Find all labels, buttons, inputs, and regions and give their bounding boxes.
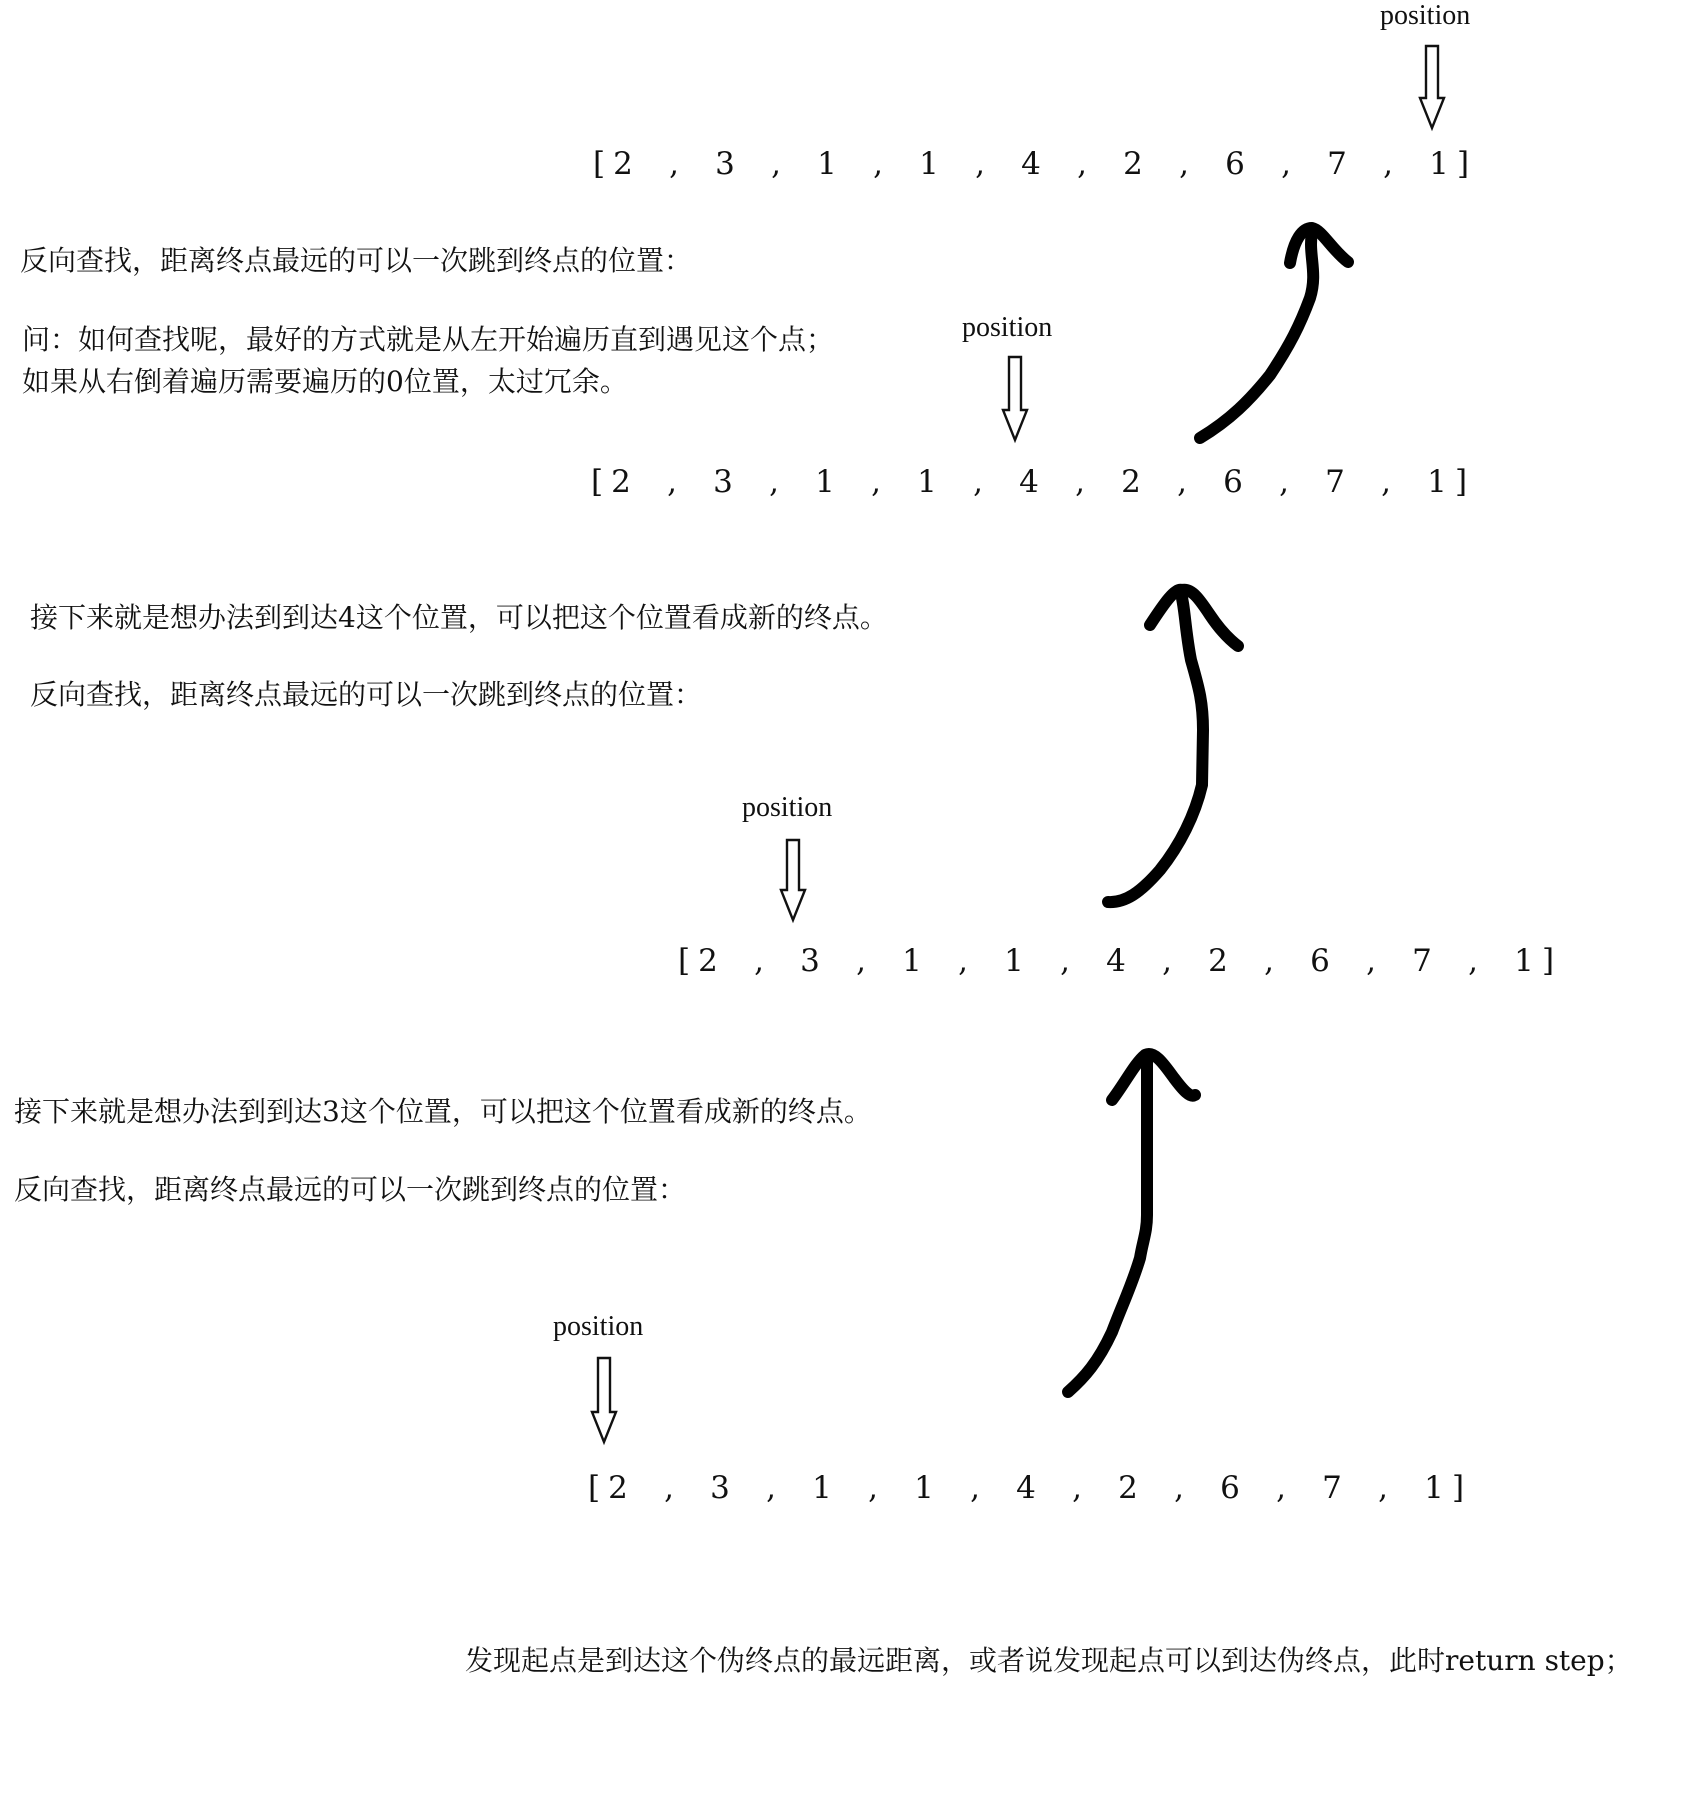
question-line-2: 如果从右倒着遍历需要遍历的0位置，太过冗余。	[22, 365, 628, 398]
step3-search-note: 反向查找，距离终点最远的可以一次跳到终点的位置：	[14, 1173, 687, 1206]
array-separator: ,	[958, 943, 968, 979]
array-open-bracket: [	[677, 943, 691, 979]
array-separator: ,	[664, 1470, 674, 1506]
array-separator: ,	[1276, 1470, 1286, 1506]
array-separator: ,	[1077, 146, 1087, 182]
array-cell: 3	[710, 1470, 730, 1506]
array-separator: ,	[1264, 943, 1274, 979]
array-separator: ,	[1378, 1470, 1388, 1506]
array-cell: 2	[613, 146, 633, 182]
jump-arrows	[1068, 228, 1348, 1392]
array-separator: ,	[1279, 464, 1289, 500]
array-cell: 2	[1121, 464, 1141, 500]
jump-arrow-icon	[1112, 1054, 1195, 1100]
array-separator: ,	[973, 464, 983, 500]
jump-arrow-icon	[1290, 228, 1348, 263]
array-cell: 7	[1322, 1470, 1342, 1506]
array-close-bracket: ]	[1456, 146, 1470, 182]
array-cell-pointed: 1	[1429, 146, 1449, 182]
array-cell: 1	[917, 464, 937, 500]
jump-arrow-icon	[1150, 590, 1238, 646]
array-cell: 4	[1016, 1470, 1036, 1506]
array-separator: ,	[1468, 943, 1478, 979]
array-separator: ,	[856, 943, 866, 979]
step2-search-note: 反向查找，距离终点最远的可以一次跳到终点的位置：	[30, 678, 703, 711]
array-separator: ,	[873, 146, 883, 182]
array-open-bracket: [	[590, 464, 604, 500]
array-cell: 1	[919, 146, 939, 182]
jump-arrow-icon	[1068, 1055, 1147, 1392]
array-open-bracket: [	[587, 1470, 601, 1506]
array-cell: 6	[1310, 943, 1330, 979]
array-cell: 2	[1118, 1470, 1138, 1506]
array-cell: 6	[1223, 464, 1243, 500]
conclusion-note: 发现起点是到达这个伪终点的最远距离，或者说发现起点可以到达伪终点，此时return step；	[465, 1644, 1633, 1677]
array-separator: ,	[1162, 943, 1172, 979]
array-cell: 6	[1225, 146, 1245, 182]
array-separator: ,	[1075, 464, 1085, 500]
array-cell: 2	[1208, 943, 1228, 979]
array-cell: 4	[1106, 943, 1126, 979]
array-cell: 1	[817, 146, 837, 182]
position-label-row-4: position	[553, 1311, 644, 1342]
array-cell: 7	[1412, 943, 1432, 979]
step1-search-note: 反向查找，距离终点最远的可以一次跳到终点的位置：	[20, 244, 693, 277]
array-cell: 2	[611, 464, 631, 500]
array-cell: 6	[1220, 1470, 1240, 1506]
array-separator: ,	[1177, 464, 1187, 500]
array-separator: ,	[871, 464, 881, 500]
array-cell: 3	[715, 146, 735, 182]
question-line-1: 问：如何查找呢，最好的方式就是从左开始遍历直到遇见这个点；	[22, 323, 835, 356]
down-arrow-icon	[1420, 46, 1444, 128]
array-cell: 3	[713, 464, 733, 500]
array-separator: ,	[771, 146, 781, 182]
array-separator: ,	[975, 146, 985, 182]
array-separator: ,	[1366, 943, 1376, 979]
array-close-bracket: ]	[1541, 943, 1555, 979]
step2-next-note: 接下来就是想办法到到达4这个位置，可以把这个位置看成新的终点。	[30, 601, 888, 634]
array-separator: ,	[1281, 146, 1291, 182]
array-cell: 1	[1004, 943, 1024, 979]
array-cell-pointed: 2	[608, 1470, 628, 1506]
array-separator: ,	[667, 464, 677, 500]
array-cell: 1	[1424, 1470, 1444, 1506]
step3-next-note: 接下来就是想办法到到达3这个位置，可以把这个位置看成新的终点。	[14, 1095, 872, 1128]
array-separator: ,	[1383, 146, 1393, 182]
position-label-row-2: position	[962, 312, 1053, 343]
array-separator: ,	[1072, 1470, 1082, 1506]
array-cell: 1	[902, 943, 922, 979]
array-separator: ,	[1381, 464, 1391, 500]
array-separator: ,	[1060, 943, 1070, 979]
array-separator: ,	[868, 1470, 878, 1506]
array-cell: 2	[1123, 146, 1143, 182]
array-cell: 1	[815, 464, 835, 500]
down-arrow-icon	[781, 840, 805, 920]
array-cell: 1	[1427, 464, 1447, 500]
array-cell: 2	[698, 943, 718, 979]
array-separator: ,	[1174, 1470, 1184, 1506]
array-separator: ,	[754, 943, 764, 979]
array-cell: 1	[812, 1470, 832, 1506]
array-close-bracket: ]	[1454, 464, 1468, 500]
array-cell: 1	[1514, 943, 1534, 979]
array-separator: ,	[1179, 146, 1189, 182]
jump-arrow-icon	[1108, 590, 1203, 902]
jump-arrow-icon	[1200, 232, 1313, 438]
down-arrow-icon	[592, 1358, 616, 1442]
array-separator: ,	[769, 464, 779, 500]
array-open-bracket: [	[592, 146, 606, 182]
position-label-row-1: position	[1380, 0, 1471, 31]
array-separator: ,	[970, 1470, 980, 1506]
array-cell: 1	[914, 1470, 934, 1506]
array-cell: 7	[1327, 146, 1347, 182]
array-separator: ,	[766, 1470, 776, 1506]
array-cell-pointed: 4	[1019, 464, 1039, 500]
array-cell-pointed: 3	[800, 943, 820, 979]
array-cell: 7	[1325, 464, 1345, 500]
array-separator: ,	[669, 146, 679, 182]
array-cell: 4	[1021, 146, 1041, 182]
position-label-row-3: position	[742, 792, 833, 823]
array-close-bracket: ]	[1451, 1470, 1465, 1506]
down-arrow-icon	[1003, 357, 1027, 440]
